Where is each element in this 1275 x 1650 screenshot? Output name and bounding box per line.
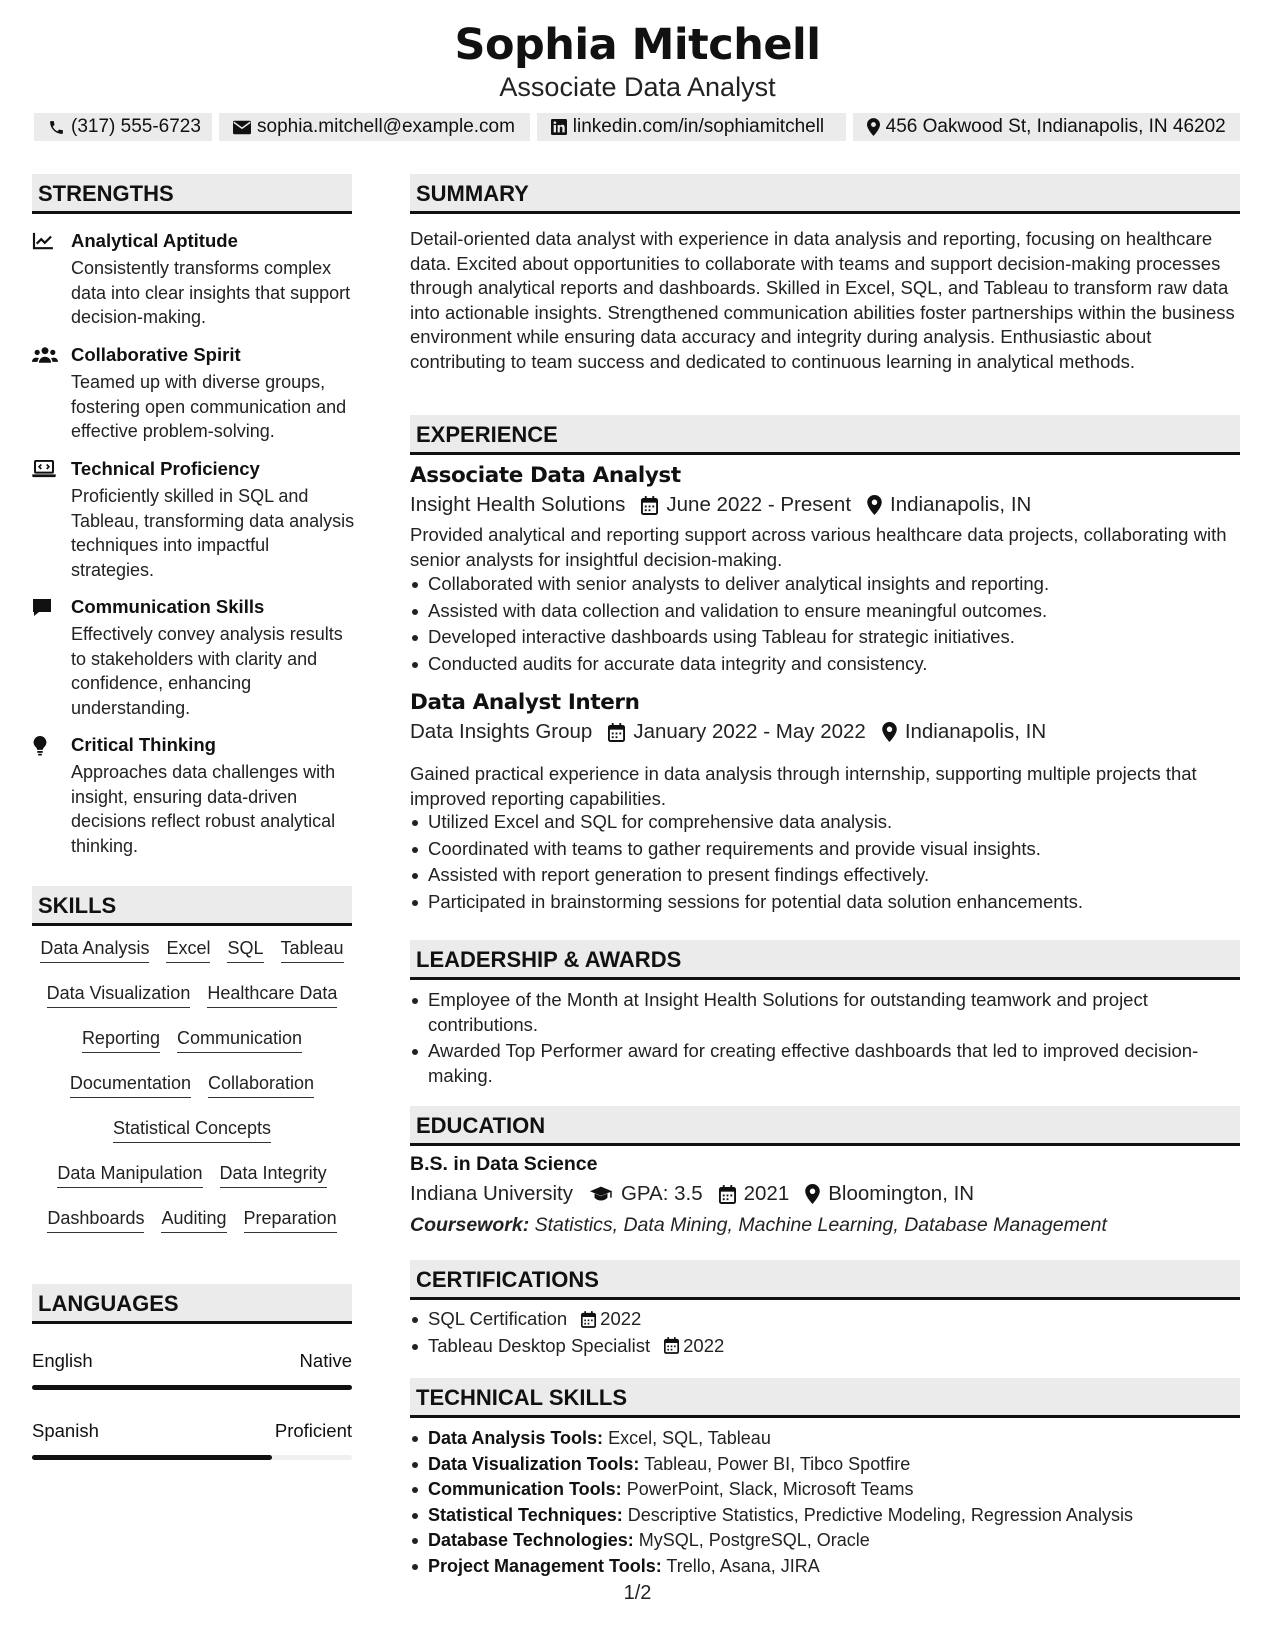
strength-title: Technical Proficiency	[71, 458, 260, 479]
skill-tag: Documentation	[70, 1071, 191, 1098]
skill-tag: Data Visualization	[47, 981, 191, 1008]
phone-text: (317) 555-6723	[71, 116, 201, 137]
calendar-icon	[581, 1311, 596, 1328]
skills-list	[32, 936, 352, 1251]
strength-desc: Effectively convey analysis results to stakeholders with clarity and confidence, enhancing understanding.	[71, 624, 343, 718]
tech-label: Data Analysis Tools:	[428, 1428, 604, 1448]
language-bar-fill	[32, 1385, 352, 1390]
strength-item	[32, 230, 354, 330]
education-school: Indiana University	[410, 1182, 573, 1205]
certification-year: 2022	[683, 1334, 725, 1356]
summary-heading: SUMMARY	[410, 174, 1240, 214]
strength-desc: Consistently transforms complex data into clear insights that support decision-making.	[71, 258, 351, 327]
linkedin-text: linkedin.com/in/sophiamitchell	[572, 116, 825, 137]
language-bar-fill	[32, 1455, 272, 1460]
contact-address	[853, 113, 1240, 141]
comment-icon	[32, 598, 58, 620]
job-description: Provided analytical and reporting support across various healthcare data projects, collaborating with senior analysts for insightful decision-making.	[410, 524, 1227, 570]
list-item: Coordinated with teams to gather requirements and provide visual insights.	[410, 837, 1240, 862]
skills-heading: SKILLS	[32, 886, 352, 926]
skill-tag: SQL	[227, 936, 263, 963]
contact-linkedin[interactable]	[537, 113, 846, 141]
tech-label: Communication Tools:	[428, 1479, 622, 1499]
job-location: Indianapolis, IN	[890, 493, 1032, 516]
strength-title: Critical Thinking	[71, 734, 216, 755]
strength-item	[32, 596, 354, 716]
list-item: Assisted with data collection and validation to ensure meaningful outcomes.	[410, 599, 1240, 624]
linkedin-icon	[551, 119, 567, 135]
language-level: Native	[299, 1350, 352, 1371]
list-item: Awarded Top Performer award for creating effective dashboards that led to improved decision-making.	[410, 1039, 1240, 1088]
skill-tag: Statistical Concepts	[113, 1116, 271, 1143]
language-level: Proficient	[274, 1420, 352, 1441]
contact-phone[interactable]	[34, 113, 212, 141]
skill-row	[32, 1071, 352, 1116]
skill-row	[32, 1206, 352, 1251]
tech-value: Excel, SQL, Tableau	[608, 1428, 771, 1448]
language-item	[32, 1420, 352, 1464]
skill-tag: Collaboration	[208, 1071, 314, 1098]
list-item: Developed interactive dashboards using Tableau for strategic initiatives.	[410, 625, 1240, 650]
education-meta	[410, 1182, 974, 1206]
map-marker-icon	[805, 1184, 820, 1204]
list-item: Collaborated with senior analysts to deliver analytical insights and reporting.	[410, 572, 1240, 597]
languages-heading: LANGUAGES	[32, 1284, 352, 1324]
job-dates: January 2022 - May 2022	[633, 720, 866, 743]
calendar-icon	[608, 723, 625, 742]
leadership-bullets	[410, 988, 1240, 1090]
list-item: Participated in brainstorming sessions for potential data solution enhancements.	[410, 890, 1240, 915]
tech-value: Descriptive Statistics, Predictive Modeling, Regression Analysis	[627, 1504, 1133, 1525]
job-meta	[410, 720, 1046, 744]
calendar-icon	[641, 496, 658, 515]
lightbulb-icon	[32, 736, 58, 758]
strength-item	[32, 344, 354, 444]
strengths-heading: STRENGTHS	[32, 174, 352, 214]
map-marker-icon	[867, 118, 880, 136]
job-title: Associate Data Analyst	[410, 463, 681, 488]
list-item: Assisted with report generation to present findings effectively.	[410, 863, 1240, 888]
skill-tag: Reporting	[82, 1026, 160, 1053]
calendar-icon	[664, 1337, 679, 1354]
coursework-list: Statistics, Data Mining, Machine Learning, Database Management	[534, 1214, 1107, 1236]
skill-row	[32, 1161, 352, 1206]
contact-email[interactable]	[219, 113, 530, 141]
strength-title: Analytical Aptitude	[71, 230, 238, 251]
certification-name: Tableau Desktop Specialist	[428, 1334, 651, 1356]
list-item	[410, 1554, 1240, 1579]
job-company: Insight Health Solutions	[410, 493, 626, 516]
calendar-icon	[719, 1185, 736, 1204]
certification-name: SQL Certification	[428, 1308, 568, 1329]
list-item: Employee of the Month at Insight Health Solutions for outstanding teamwork and project contributions.	[410, 988, 1240, 1037]
education-gpa: GPA: 3.5	[620, 1182, 703, 1205]
certification-year: 2022	[600, 1308, 642, 1329]
job-meta	[410, 493, 1031, 517]
strength-desc: Proficiently skilled in SQL and Tableau, transforming data analysis techniques into impactful strategies.	[71, 486, 355, 580]
list-item	[410, 1528, 1240, 1553]
education-coursework	[410, 1214, 1107, 1237]
contact-bar	[34, 113, 1240, 141]
list-item	[410, 1334, 1240, 1359]
map-marker-icon	[867, 495, 882, 515]
candidate-title: Associate Data Analyst	[499, 72, 776, 102]
tech-label: Database Technologies:	[428, 1530, 634, 1550]
list-item	[410, 1452, 1240, 1477]
language-bar	[32, 1385, 352, 1390]
experience-heading: EXPERIENCE	[410, 415, 1240, 455]
language-name: English	[32, 1350, 93, 1371]
job-description: Gained practical experience in data analysis through internship, supporting multiple projects that improved reporting capabilities.	[410, 763, 1197, 809]
tech-label: Data Visualization Tools:	[428, 1453, 640, 1474]
map-marker-icon	[882, 722, 897, 742]
skill-tag: Tableau	[281, 936, 344, 963]
certifications-list	[410, 1307, 1240, 1360]
education-location: Bloomington, IN	[828, 1182, 975, 1205]
list-item: Conducted audits for accurate data integrity and consistency.	[410, 652, 1240, 677]
language-item	[32, 1350, 352, 1394]
page-number: 1/2	[623, 1582, 652, 1604]
job-bullets	[410, 572, 1240, 678]
list-item	[410, 1503, 1240, 1528]
tech-value: Tableau, Power BI, Tibco Spotfire	[644, 1453, 911, 1474]
education-year: 2021	[743, 1182, 790, 1205]
skill-tag: Data Manipulation	[57, 1161, 202, 1188]
language-name: Spanish	[32, 1420, 99, 1441]
education-heading: EDUCATION	[410, 1106, 1240, 1146]
tech-value: Trello, Asana, JIRA	[666, 1555, 820, 1576]
language-bar	[32, 1455, 352, 1460]
skill-row	[32, 1026, 352, 1071]
job-title: Data Analyst Intern	[410, 690, 640, 715]
strength-item	[32, 734, 354, 854]
job-bullets	[410, 810, 1240, 916]
skill-tag: Dashboards	[47, 1206, 144, 1233]
skill-tag: Excel	[166, 936, 210, 963]
list-item: Utilized Excel and SQL for comprehensive data analysis.	[410, 810, 1240, 835]
chart-line-icon	[32, 232, 58, 254]
tech-value: MySQL, PostgreSQL, Oracle	[638, 1530, 870, 1550]
laptop-code-icon	[32, 460, 58, 482]
job-location: Indianapolis, IN	[904, 720, 1047, 743]
candidate-name: Sophia Mitchell	[454, 20, 821, 70]
leadership-heading: LEADERSHIP & AWARDS	[410, 940, 1240, 980]
skill-row	[32, 936, 352, 981]
skill-row	[32, 981, 352, 1026]
skill-tag: Data Integrity	[220, 1161, 327, 1188]
envelope-icon	[233, 120, 251, 135]
email-text: sophia.mitchell@example.com	[257, 116, 515, 137]
tech-label: Statistical Techniques:	[428, 1504, 623, 1525]
strength-item	[32, 458, 354, 578]
list-item	[410, 1477, 1240, 1502]
graduation-cap-icon	[589, 1185, 613, 1203]
users-icon	[32, 346, 58, 368]
address-text: 456 Oakwood St, Indianapolis, IN 46202	[885, 116, 1226, 137]
strength-title: Communication Skills	[71, 596, 265, 617]
job-dates: June 2022 - Present	[666, 493, 852, 516]
list-item	[410, 1307, 1240, 1332]
skill-tag: Communication	[177, 1026, 302, 1053]
skill-tag: Data Analysis	[40, 936, 149, 963]
strength-desc: Approaches data challenges with insight, ensuring data-driven decisions reflect robust analytical thinking.	[71, 762, 336, 856]
coursework-label: Coursework:	[410, 1214, 530, 1236]
education-degree: B.S. in Data Science	[410, 1153, 598, 1175]
technical-skills-heading: TECHNICAL SKILLS	[410, 1378, 1240, 1418]
skill-tag: Preparation	[244, 1206, 337, 1233]
technical-skills-list	[410, 1426, 1240, 1579]
summary-text: Detail-oriented data analyst with experience in data analysis and reporting, focusing on healthcare data. Excited about opportunities to collaborate with teams and support decision-making processes through analytical reports and dashboards. Skilled in Excel, SQL, and Tableau to transform raw data into actionable insights. Strengthened communication abilities foster partnerships within the business environment while ensuring data accuracy and integrity during analysis. Enthusiastic about contributing to team success and dedicated to continuous learning in analytical methods.	[410, 228, 1235, 372]
certifications-heading: CERTIFICATIONS	[410, 1260, 1240, 1300]
strength-title: Collaborative Spirit	[71, 344, 241, 365]
tech-label: Project Management Tools:	[428, 1555, 662, 1576]
job-company: Data Insights Group	[410, 720, 593, 743]
skill-tag: Auditing	[161, 1206, 226, 1233]
phone-icon	[48, 119, 65, 136]
list-item	[410, 1426, 1240, 1451]
strength-desc: Teamed up with diverse groups, fostering open communication and effective problem-solving.	[71, 372, 347, 441]
tech-value: PowerPoint, Slack, Microsoft Teams	[626, 1479, 914, 1499]
skill-tag: Healthcare Data	[207, 981, 337, 1008]
skill-row	[32, 1116, 352, 1161]
